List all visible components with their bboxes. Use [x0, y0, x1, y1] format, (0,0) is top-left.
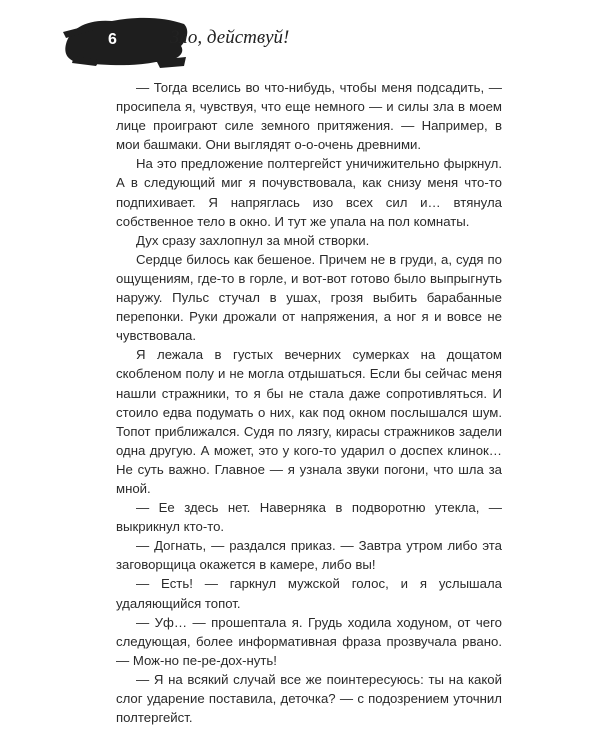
running-title: Зло, действуй! — [170, 27, 290, 48]
paragraph: — Тогда вселись во что-нибудь, чтобы меня подсадить, — просипела я, чувствуя, что еще немного — и силы зла в моем лице проиграют силе земного притяжения. — Например, в мои башмаки. Они выглядят о-о-очень древними. — [116, 80, 502, 153]
paragraph: — Уф… — прошептала я. Грудь ходила ходуном, от чего следующая, более информативная фраза прозвучала рвано. — Мож-но пе-ре-дох-нуть! — [116, 614, 502, 668]
page-header — [0, 0, 600, 80]
paragraph: — Я на всякий случай все же поинтересуюсь: ты на какой слог ударение поставила, деточка? — с подозрением уточнил полтергейст. — [116, 671, 502, 726]
paragraph: На это предложение полтергейст уничижительно фыркнул. А в следующий миг я почувствовала, как снизу меня что-то подпихивает. Я напряглась изо всех сил и… втянула собственное тело в окно. И тут же упала на пол комнаты. — [116, 156, 502, 229]
body-text — [116, 78, 502, 727]
paragraph: — Есть! — гаркнул мужской голос, и я услышала удаляющийся топот. — [116, 576, 502, 611]
paragraph: Дух сразу захлопнул за мной створки. — [136, 232, 370, 248]
paragraph: — Догнать, — раздался приказ. — Завтра утром либо эта заговорщица окажется в камере, либо вы! — [116, 538, 502, 573]
page-number: 6 — [108, 31, 117, 48]
paragraph: — Ее здесь нет. Наверняка в подворотню утекла, — выкрикнул кто-то. — [116, 500, 502, 535]
paragraph: Я лежала в густых вечерних сумерках на дощатом скобленом полу и не могла отдышаться. Если бы сейчас меня нашли стражники, то я бы не стала даже сопротивляться. И стоило едва подумать о них, как под окном послышался шум. Топот приближался. Судя по лязгу, кирасы стражников задели одна другую. А может, это у кого-то ударил о доспех клинок… Не суть важно. Главное — я узнала звуки погони, что шла за мной. — [116, 347, 502, 496]
paragraph: Сердце билось как бешеное. Причем не в груди, а, судя по ощущениям, где-то в горле, и вот-вот готово было выпрыгнуть наружу. Пульс стучал в ушах, грозя выбить барабанные перепонки. Руки дрожали от напряжения, а ног я и вовсе не чувствовала. — [116, 251, 502, 344]
